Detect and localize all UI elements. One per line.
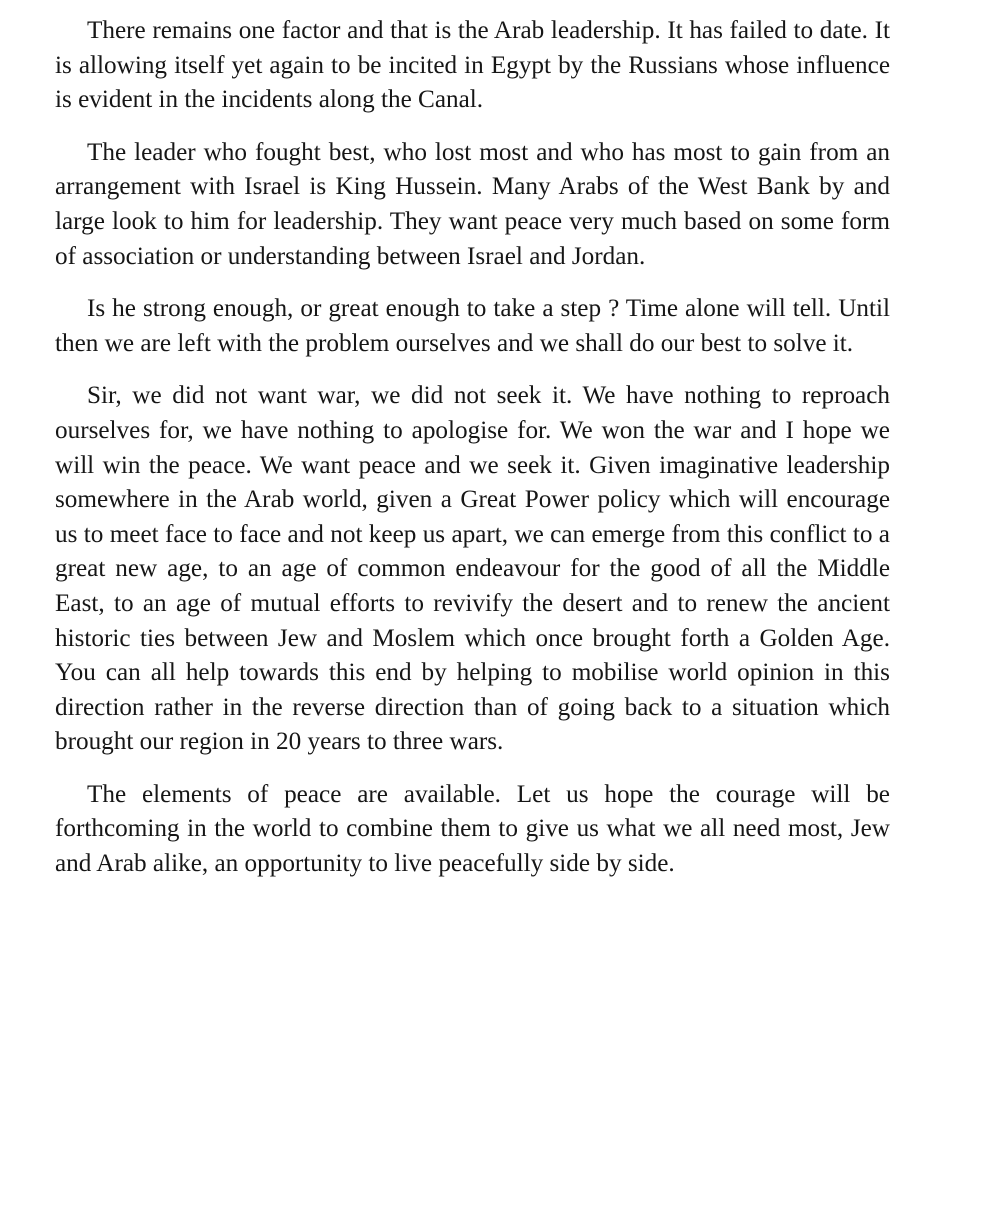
paragraph-king-hussein: The leader who fought best, who lost most and who has most to gain from an arrangement with Israel is King Hussein. Many Arabs of the West Bank by and large look to him for leadership. They want peace very much based on some form of association or understanding between Israel and Jordan. <box>55 138 890 270</box>
paragraph-strong-enough: Is he strong enough, or great enough to take a step ? Time alone will tell. Until then we are left with the problem ourselves and we shall do our best to solve it. <box>55 295 890 357</box>
document-body <box>55 14 890 882</box>
paragraph-did-not-want-war: Sir, we did not want war, we did not seek it. We have nothing to reproach ourselves for, we have nothing to apologise for. We won the war and I hope we will win the peace. We want peace and we seek it. Given imaginative leadership somewhere in the Arab world, given a Great Power policy which will encourage us to meet face to face and not keep us apart, we can emerge from this conflict to a great new age, to an age of common endeavour for the good of all the Middle East, to an age of mutual efforts to revivify the desert and to renew the ancient historic ties between Jew and Moslem which once brought forth a Golden Age. You can all help towards this end by helping to mobilise world opinion in this direction rather in the reverse direction than of going back to a situation which brought our region in 20 years to three wars. <box>55 382 890 756</box>
paragraph-elements-of-peace: The elements of peace are available. Let us hope the courage will be forthcoming in the world to combine them to give us what we all need most, Jew and Arab alike, an opportunity to live peacefully side by side. <box>55 780 890 878</box>
paragraph-arab-leadership: There remains one factor and that is the Arab leadership. It has failed to date. It is allowing itself yet again to be incited in Egypt by the Russians whose influence is evident in the incidents along the Canal. <box>55 17 890 114</box>
